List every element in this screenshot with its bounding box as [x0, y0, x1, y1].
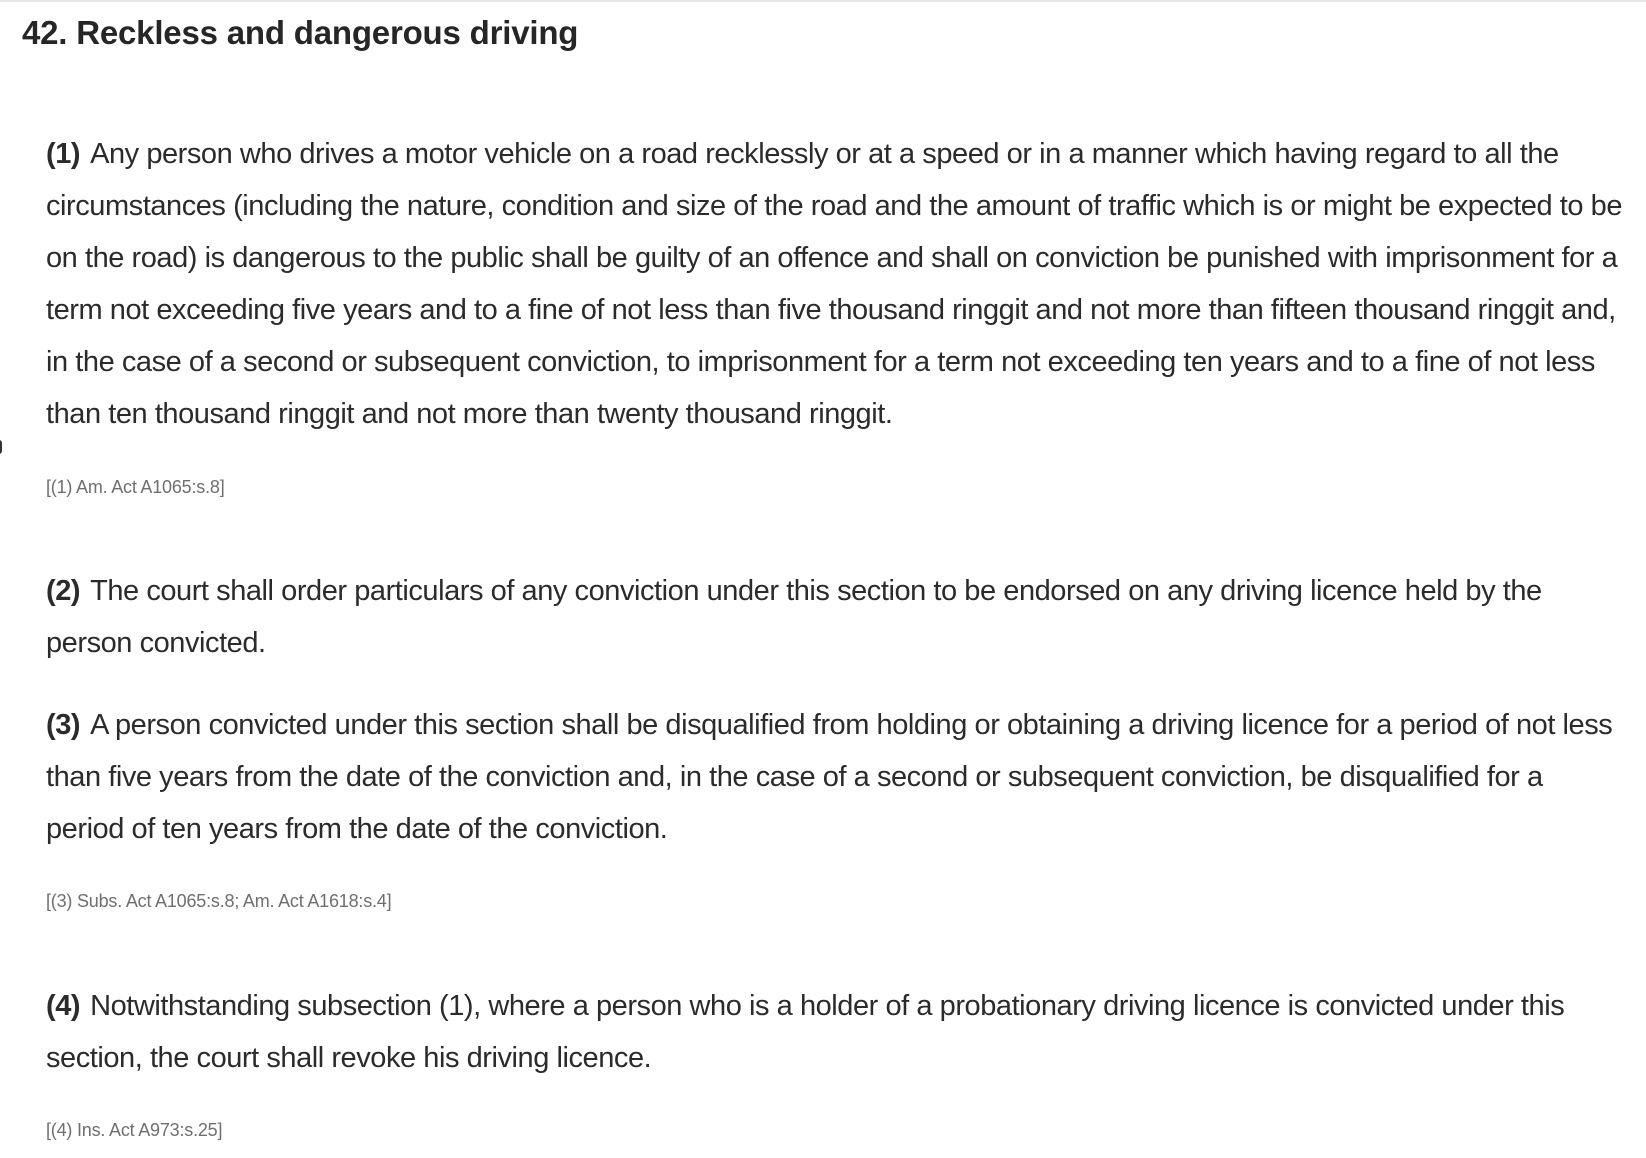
subsection-text: A person convicted under this section shall be disqualified from holding or obtaining a driving licence for a period of not less than five years from the date of the conviction and, in the case of a second or subsequent conviction, be disqualified for a period of ten years from the date of the conviction.	[46, 709, 1613, 845]
amendment-note-1: [(1) Am. Act A1065:s.8]	[46, 477, 225, 497]
subsection-1	[46, 128, 1626, 440]
section-title: 42. Reckless and dangerous driving	[22, 14, 579, 51]
subsection-4	[46, 980, 1626, 1084]
subsection-text: Notwithstanding subsection (1), where a person who is a holder of a probationary driving licence is convicted under this section, the court shall revoke his driving licence.	[46, 990, 1565, 1074]
subsection-number: (3)	[46, 709, 81, 741]
subsection-text: Any person who drives a motor vehicle on a road recklessly or at a speed or in a manner which having regard to all the circumstances (including the nature, condition and size of the road and the amount of traffic which is or might be expected to be on the road) is dangerous to the public shall be guilty of an offence and shall on conviction be punished with imprisonment for a term not exceeding five years and to a fine of not less than five thousand ringgit and not more than fifteen thousand ringgit and, in the case of a second or subsequent conviction, to imprisonment for a term not exceeding ten years and to a fine of not less than ten thousand ringgit and not more than twenty thousand ringgit.	[46, 138, 1623, 430]
subsection-number: (1)	[46, 138, 81, 170]
subsection-3	[46, 699, 1626, 855]
subsection-text: The court shall order particulars of any conviction under this section to be endorsed on any driving licence held by the person convicted.	[46, 575, 1542, 659]
subsection-number: (4)	[46, 990, 81, 1022]
top-divider	[0, 0, 1646, 2]
amendment-note-3: [(3) Subs. Act A1065:s.8; Am. Act A1618:s.4]	[46, 891, 392, 911]
amendment-note-4: [(4) Ins. Act A973:s.25]	[46, 1120, 223, 1140]
scroll-edge-marker	[0, 440, 2, 454]
subsection-2	[46, 565, 1626, 669]
subsection-number: (2)	[46, 575, 81, 607]
